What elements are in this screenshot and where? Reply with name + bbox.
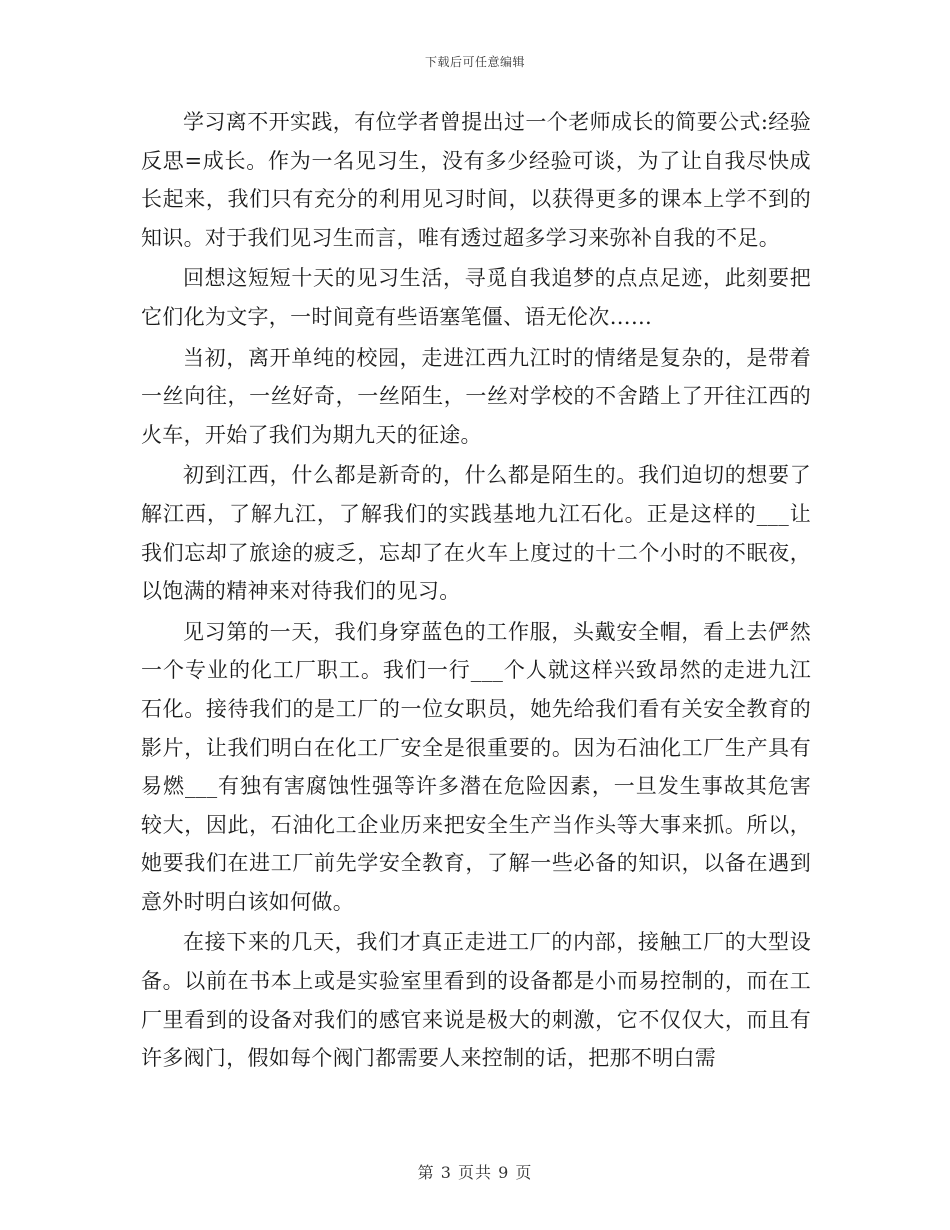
- page-number-footer: 第 3 页共 9 页: [417, 1163, 533, 1182]
- paragraph-2: 回想这短短十天的见习生活，寻觅自我追梦的点点足迹，此刻要把它们化为文字，一时间竟有些语塞笔僵、语无伦次……: [141, 266, 811, 329]
- paragraph-6: 在接下来的几天，我们才真正走进工厂的内部，接触工厂的大型设备。以前在书本上或是实验室里看到的设备都是小而易控制的，而在工厂里看到的设备对我们的感官来说是极大的刺激，它不仅仅大，而且有许多阀门，假如每个阀门都需要人来控制的话，把那不明白需: [141, 930, 811, 1071]
- paragraph-4: 初到江西，什么都是新奇的，什么都是陌生的。我们迫切的想要了解江西，了解九江，了解我们的实践基地九江石化。正是这样的___让我们忘却了旅途的疲乏，忘却了在火车上度过的十二个小时的不眠夜，以饱满的精神来对待我们的见习。: [141, 463, 811, 604]
- document-body: [141, 103, 811, 1080]
- paragraph-1: 学习离不开实践，有位学者曾提出过一个老师成长的简要公式:经验反思=成长。作为一名见习生，没有多少经验可谈，为了让自我尽快成长起来，我们只有充分的利用见习时间，以获得更多的课本上学不到的知识。对于我们见习生而言，唯有透过超多学习来弥补自我的不足。: [141, 110, 811, 250]
- paragraph-3: 当初，离开单纯的校园，走进江西九江时的情绪是复杂的，是带着一丝向往，一丝好奇，一丝陌生，一丝对学校的不舍踏上了开往江西的火车，开始了我们为期九天的征途。: [141, 345, 811, 447]
- paragraph-5: 见习第的一天，我们身穿蓝色的工作服，头戴安全帽，看上去俨然一个专业的化工厂职工。我们一行___个人就这样兴致昂然的走进九江石化。接待我们的是工厂的一位女职员，她先给我们看有关安全教育的影片，让我们明白在化工厂安全是很重要的。因为石油化工厂生产具有易燃___有独有害腐蚀性强等许多潜在危险因素，一旦发生事故其危害较大，因此，石油化工企业历来把安全生产当作头等大事来抓。所以，她要我们在进工厂前先学安全教育，了解一些必备的知识，以备在遇到意外时明白该如何做。: [141, 619, 811, 914]
- page-header: 下载后可任意编辑: [424, 55, 525, 69]
